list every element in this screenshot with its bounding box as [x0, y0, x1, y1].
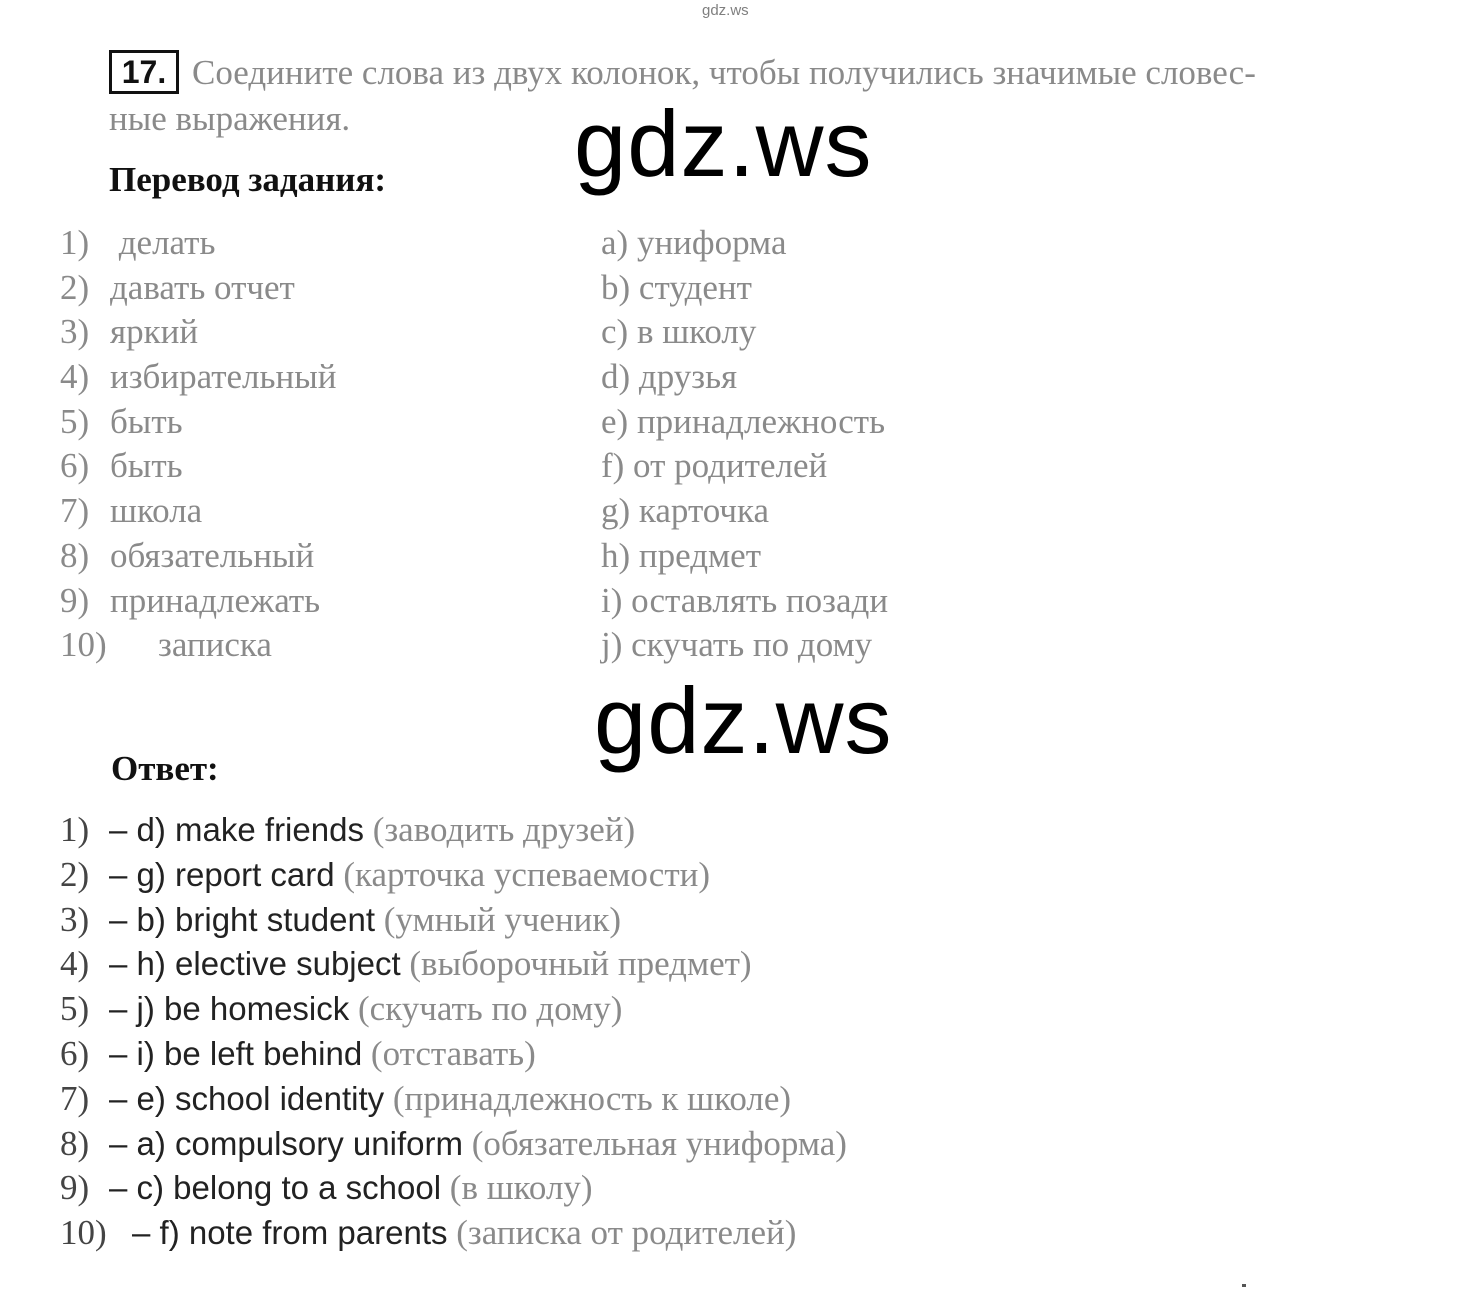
answer-number: 5) [60, 989, 90, 1029]
right-column [601, 221, 888, 668]
answer-item [60, 898, 847, 943]
answer-list [60, 808, 847, 1256]
left-item-number: 1) [60, 223, 90, 262]
task-instruction-line1: Соедините слова из двух колонок, чтобы получились значимые словес- [192, 53, 1256, 92]
left-item [60, 534, 336, 579]
answer-number: 10) [60, 1213, 107, 1253]
answer-english: – h) elective subject [109, 945, 401, 983]
left-item [60, 221, 336, 266]
left-item-number: 8) [60, 535, 90, 575]
answer-russian: (умный ученик) [375, 899, 622, 939]
answer-russian: (отставать) [362, 1033, 536, 1073]
answer-heading: Ответ: [111, 749, 219, 788]
left-item-number: 3) [60, 312, 90, 352]
left-item-number: 10) [60, 625, 107, 665]
answer-russian: (принадлежность к школе) [384, 1078, 792, 1118]
watermark-middle: gdz.ws [594, 668, 893, 773]
left-item-text: быть [110, 446, 183, 486]
answer-english: – d) make friends [109, 811, 364, 848]
left-item-number: 2) [60, 267, 90, 307]
task-instruction-line2: ные выражения. [109, 99, 351, 138]
left-item-text: давать отчет [110, 267, 295, 307]
answer-english: – g) report card [109, 855, 335, 893]
answer-english: – a) compulsory uniform [109, 1124, 463, 1162]
left-item [60, 310, 336, 355]
left-item-number: 5) [60, 401, 90, 441]
answer-number: 8) [60, 1123, 90, 1163]
answer-item [60, 1122, 847, 1167]
answer-english: – e) school identity [109, 1079, 385, 1117]
answer-number: 3) [60, 899, 90, 939]
right-item: f) от родителей [601, 446, 828, 486]
translation-heading: Перевод задания: [109, 160, 387, 199]
answer-item [60, 987, 847, 1032]
task-number-box: 17. [109, 50, 179, 94]
answer-number: 2) [60, 854, 90, 894]
right-item: e) принадлежность [601, 401, 886, 441]
answer-russian: (в школу) [441, 1168, 593, 1208]
answer-english: – b) bright student [109, 900, 375, 938]
right-item: a) униформа [601, 223, 787, 262]
left-item-text: избирательный [110, 357, 337, 397]
left-item-text: записка [158, 625, 272, 665]
answer-number: 1) [60, 810, 90, 849]
left-item-number: 4) [60, 357, 90, 397]
left-item-text: принадлежать [110, 580, 321, 620]
watermark-top: gdz.ws [574, 91, 873, 196]
left-item-number: 9) [60, 580, 90, 620]
answer-item [60, 808, 847, 853]
answer-item [60, 853, 847, 898]
left-item-text: яркий [110, 312, 199, 352]
answer-english: – f) note from parents [132, 1214, 448, 1252]
left-item-number: 7) [60, 491, 90, 531]
right-item: g) карточка [601, 491, 769, 531]
left-item [60, 489, 336, 534]
right-item: i) оставлять позади [601, 580, 889, 620]
right-item: c) в школу [601, 312, 757, 352]
answer-number: 7) [60, 1078, 90, 1118]
answer-item [60, 1211, 847, 1256]
answer-item [60, 1032, 847, 1077]
answer-item [60, 1166, 847, 1211]
left-item-text: школа [110, 491, 203, 531]
answer-english: – i) be left behind [109, 1034, 363, 1072]
left-item [60, 355, 336, 400]
answer-russian: (скучать по дому) [349, 989, 623, 1029]
answer-item [60, 942, 847, 987]
left-item-number: 6) [60, 446, 90, 486]
answer-number: 6) [60, 1033, 90, 1073]
left-item [60, 444, 336, 489]
answer-russian: (заводить друзей) [363, 810, 636, 849]
answer-russian: (карточка успеваемости) [334, 854, 711, 894]
left-item [60, 400, 336, 445]
right-item: h) предмет [601, 535, 761, 575]
answer-number: 4) [60, 944, 90, 984]
left-item-text: делать [110, 223, 216, 262]
site-label: gdz.ws [702, 2, 749, 19]
left-column [60, 221, 336, 668]
left-item [60, 579, 336, 624]
scan-speck [1242, 1284, 1246, 1287]
right-item: b) студент [601, 267, 752, 307]
answer-russian: (выборочный предмет) [400, 944, 752, 984]
answer-item [60, 1077, 847, 1122]
answer-russian: (обязательная униформа) [462, 1123, 847, 1163]
right-item: j) скучать по дому [601, 625, 873, 665]
left-item [60, 623, 336, 668]
answer-number: 9) [60, 1168, 90, 1208]
right-item: d) друзья [601, 357, 738, 397]
answer-russian: (записка от родителей) [447, 1213, 797, 1253]
left-item-text: обязательный [110, 535, 315, 575]
left-item-text: быть [110, 401, 183, 441]
answer-english: – c) belong to a school [109, 1169, 442, 1207]
answer-english: – j) be homesick [109, 990, 350, 1028]
left-item [60, 266, 336, 311]
